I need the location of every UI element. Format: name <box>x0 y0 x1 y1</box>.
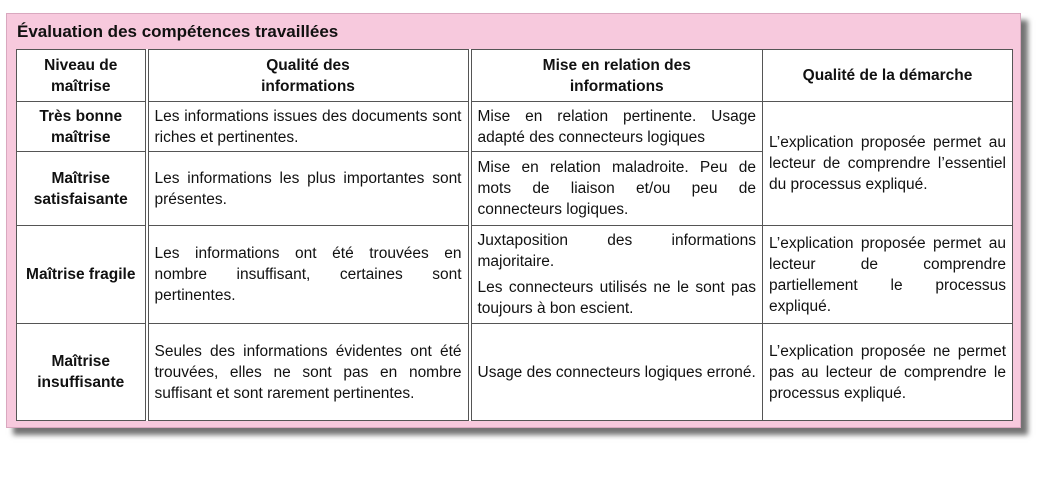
header-demarche: Qualité de la démarche <box>763 50 1013 102</box>
header-qualite: Qualité des informations <box>147 50 470 102</box>
level-cell: Maîtrise satisfaisante <box>17 152 147 226</box>
demarche-cell: L’explication proposée permet au lecteur de comprendre partiellement le processus expliqué. <box>763 226 1013 324</box>
level-cell: Très bonne maîtrise <box>17 102 147 152</box>
table-row <box>17 226 1013 324</box>
relation-line-1: Juxtaposition des informations majoritaire. <box>477 232 756 270</box>
relation-cell <box>470 226 763 324</box>
card-title: Évaluation des compétences travaillées <box>17 22 339 41</box>
relation-cell: Usage des connecteurs logiques erroné. <box>470 324 763 421</box>
demarche-cell: L’explication proposée permet au lecteur de comprendre l’essentiel du processus expliqué. <box>763 102 1013 226</box>
header-niveau: Niveau de maîtrise <box>17 50 147 102</box>
level-cell: Maîtrise fragile <box>17 226 147 324</box>
relation-line-2: Les connecteurs utilisés ne le sont pas toujours à bon escient. <box>477 279 756 317</box>
demarche-cell: L’explication proposée ne permet pas au lecteur de comprendre le processus expliqué. <box>763 324 1013 421</box>
table-header-row <box>17 50 1013 102</box>
qualite-cell: Seules des informations évidentes ont été trouvées, elles ne sont pas en nombre suffisant et sont rarement pertinentes. <box>147 324 470 421</box>
table-row <box>17 324 1013 421</box>
qualite-cell: Les informations ont été trouvées en nombre insuffisant, certaines sont pertinentes. <box>147 226 470 324</box>
relation-cell: Mise en relation maladroite. Peu de mots de liaison et/ou peu de connecteurs logiques. <box>470 152 763 226</box>
level-cell: Maîtrise insuffisante <box>17 324 147 421</box>
evaluation-card <box>6 13 1021 428</box>
qualite-cell: Les informations issues des documents sont riches et pertinentes. <box>147 102 470 152</box>
table-row <box>17 102 1013 152</box>
header-relation: Mise en relation des informations <box>470 50 763 102</box>
qualite-cell: Les informations les plus importantes sont présentes. <box>147 152 470 226</box>
relation-cell: Mise en relation pertinente. Usage adapté des connecteurs logiques <box>470 102 763 152</box>
evaluation-table <box>16 49 1013 421</box>
